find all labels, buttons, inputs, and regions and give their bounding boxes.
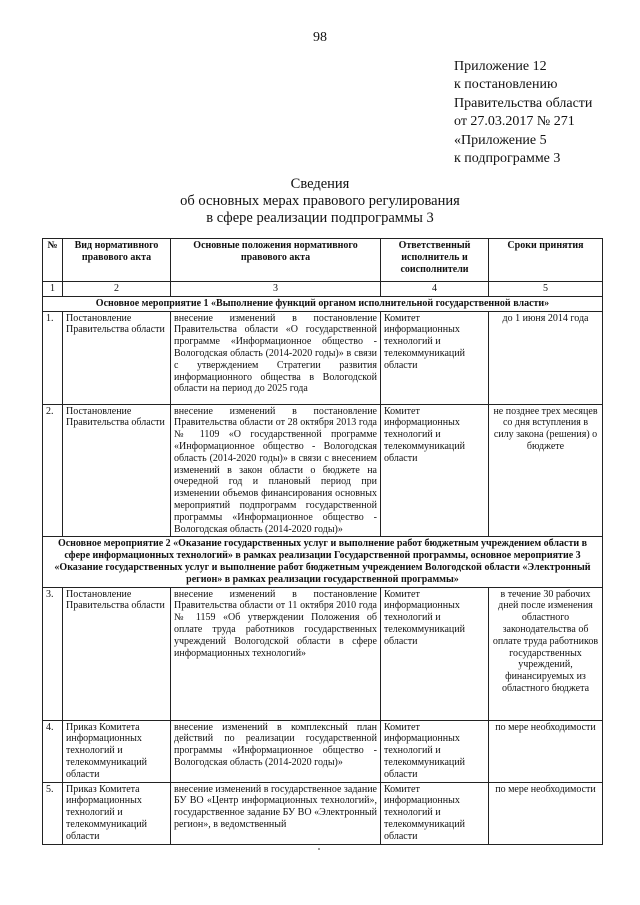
- act-type: Постановление Правительства области: [63, 587, 171, 720]
- deadline: по мере необходимости: [489, 720, 603, 782]
- appendix-line: «Приложение 5: [454, 132, 547, 148]
- row-number: 3.: [43, 587, 63, 720]
- deadline: до 1 июня 2014 года: [489, 311, 603, 404]
- section-row: [43, 537, 603, 587]
- header-cell: Сроки принятия: [489, 239, 603, 282]
- column-number: 2: [63, 282, 171, 297]
- act-content: внесение изменений в постановление Правительства области от 11 октября 2010 года № 1159 «Об утверждении Положения об оплате труда работников государственных учреждений Вологодской области в сфере информационных технологий»: [171, 587, 381, 720]
- section-row: [43, 296, 603, 311]
- column-number: 4: [381, 282, 489, 297]
- deadline: в течение 30 рабочих дней после изменения областного законодательства об оплате труда работников государственных учреждений, финансируемых из областного бюджета: [489, 587, 603, 720]
- row-number: 5.: [43, 782, 63, 844]
- table-row: [43, 720, 603, 782]
- column-number: 5: [489, 282, 603, 297]
- executor: Комитет информационных технологий и телекоммуникаций области: [381, 404, 489, 537]
- column-numbers-row: [43, 282, 603, 297]
- act-content: внесение изменений в комплексный план действий по реализации государственной программы «Информационное общество - Вологодская область (2014-2020 годы)»: [171, 720, 381, 782]
- table-header-row: [43, 239, 603, 282]
- appendix-block: [454, 58, 592, 168]
- act-content: внесение изменений в государственное задание БУ ВО «Центр информационных технологий», государственное задание БУ ВО «Электронный регион», в ведомственный: [171, 782, 381, 844]
- document-title: [0, 176, 640, 227]
- section-heading: Основное мероприятие 1 «Выполнение функций органом исполнительной государственной власти»: [43, 296, 603, 311]
- scan-mark: [318, 848, 320, 850]
- title-line: об основных мерах правового регулирования: [180, 193, 460, 209]
- appendix-line: к подпрограмме 3: [454, 151, 561, 167]
- table-row: [43, 404, 603, 537]
- act-type: Постановление Правительства области: [63, 311, 171, 404]
- act-type: Приказ Комитета информационных технологий и телекоммуникаций области: [63, 782, 171, 844]
- header-cell: Вид нормативного правового акта: [63, 239, 171, 282]
- deadline: не позднее трех месяцев со дня вступления в силу закона (решения) о бюджете: [489, 404, 603, 537]
- act-content: внесение изменений в постановление Правительства области «О государственной программе «Информационное общество - Вологодская область (2014-2020 годы)» в связи с утверждением Стратегии развития информационного общества в Вологодской области на период до 2025 года: [171, 311, 381, 404]
- appendix-line: от 27.03.2017 № 271: [454, 114, 575, 130]
- executor: Комитет информационных технологий и телекоммуникаций области: [381, 587, 489, 720]
- header-cell: Ответственный исполнитель и соисполнители: [381, 239, 489, 282]
- act-content: внесение изменений в постановление Правительства области от 28 октября 2013 года № 1109 «О государственной программе «Информационное общество - Вологодская область (2014-2020 годы)» в связи с внесением изменений в закон области о бюджете на очередной год и плановый период при изменении объемов финансирования основных мероприятий подпрограмм государственной программы «Информационное общество - Вологодская область (2014-2020 годы)»: [171, 404, 381, 537]
- regulation-table: [42, 238, 603, 845]
- appendix-line: к постановлению: [454, 77, 558, 93]
- deadline: по мере необходимости: [489, 782, 603, 844]
- header-cell: Основные положения нормативного правового акта: [171, 239, 381, 282]
- title-line: в сфере реализации подпрограммы 3: [206, 210, 434, 226]
- row-number: 2.: [43, 404, 63, 537]
- header-cell: №: [43, 239, 63, 282]
- appendix-line: Приложение 12: [454, 59, 547, 74]
- section-heading: Основное мероприятие 2 «Оказание государственных услуг и выполнение работ бюджетным учреждением области в сфере информационных технологий» в рамках реализации Государственной программы, основное мероприятие 3 «Оказание государственных услуг и выполнение работ бюджетным учреждением Вологодской области «Электронный регион» в рамках реализации государственной программы»: [43, 537, 603, 587]
- table-row: [43, 311, 603, 404]
- act-type: Постановление Правительства области: [63, 404, 171, 537]
- page-number: 98: [313, 30, 327, 45]
- table-row: [43, 587, 603, 720]
- appendix-line: Правительства области: [454, 95, 593, 111]
- table-row: [43, 782, 603, 844]
- executor: Комитет информационных технологий и телекоммуникаций области: [381, 720, 489, 782]
- row-number: 4.: [43, 720, 63, 782]
- executor: Комитет информационных технологий и телекоммуникаций области: [381, 311, 489, 404]
- column-number: 3: [171, 282, 381, 297]
- row-number: 1.: [43, 311, 63, 404]
- executor: Комитет информационных технологий и телекоммуникаций области: [381, 782, 489, 844]
- title-line: Сведения: [290, 176, 350, 192]
- act-type: Приказ Комитета информационных технологий и телекоммуникаций области: [63, 720, 171, 782]
- column-number: 1: [43, 282, 63, 297]
